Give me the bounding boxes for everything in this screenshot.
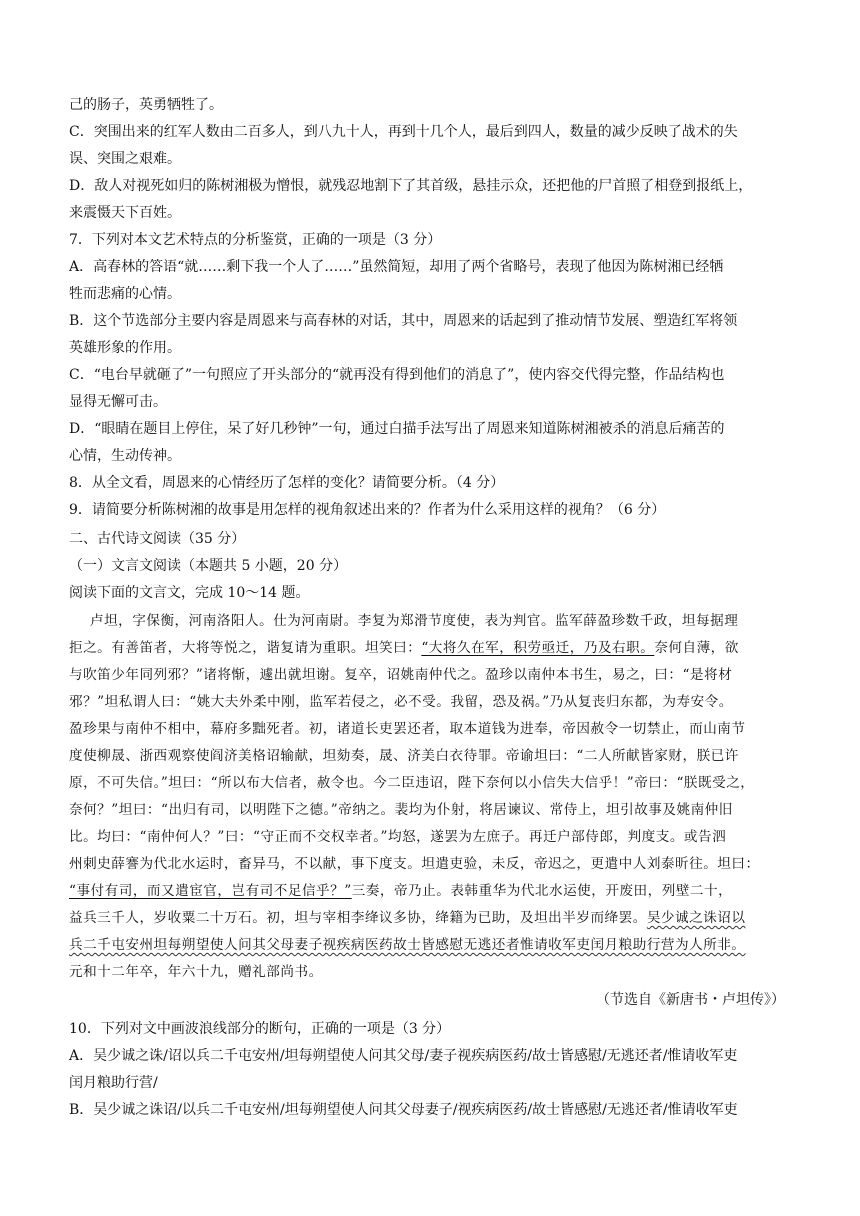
classical-text-line: 盈珍果与南仲不相中，幕府多黜死者。初，诸道长吏罢还者，取本道钱为进奉，帝因赦令一切禁止，而山南节 — [69, 721, 746, 737]
classical-text-line: 元和十二年卒，年六十九，赠礼部尚书。 — [69, 964, 323, 980]
classical-text-line: 比。均曰：“南仲何人？”曰：“守正而不交权幸者。”均怒，遂罢为左庶子。再迁户部侍郎，判度支。或告泗 — [69, 829, 727, 845]
classical-text-line — [69, 881, 793, 901]
classical-text-line: 邪？”坦私谓人曰：“姚大夫外柔中刚，监军若侵之，必不受。我留，恐及祸。”乃从复丧归东都，为寿安令。 — [69, 694, 733, 710]
text-line: 己的肠子，英勇牺牲了。 — [69, 97, 223, 113]
question-7: 7．下列对本文艺术特点的分析鉴赏，正确的一项是（3 分） — [69, 232, 442, 248]
text-line: 误、突围之艰难。 — [69, 151, 181, 167]
subsection-heading: （一）文言文阅读（本题共 5 小题，20 分） — [69, 558, 348, 574]
text-line: 心情，生动传神。 — [69, 448, 181, 464]
text-segment: 益兵三千人，岁收粟二十万石。初，坦与宰相李绛议多协，绛籍为已助，及坦出半岁而绛罢。 — [69, 910, 647, 926]
option-b: B．吴少诚之诛诏/以兵二千屯安州/坦每朔望使人问其父母妻子/视疾病医药/故士皆感慰/无逃还者/惟请收军吏 — [69, 1102, 738, 1118]
question-10: 10．下列对文中画波浪线部分的断句，正确的一项是（3 分） — [69, 1021, 451, 1037]
classical-text-line — [69, 908, 793, 928]
text-segment: 奈何自薄，欲 — [654, 640, 739, 656]
option-d: D．“眼睛在题目上停住，呆了好几秒钟”一句，通过白描手法写出了周恩来知道陈树湘被杀的消息后痛苦的 — [69, 421, 725, 437]
classical-text-line: 奈何？”坦曰：“出归有司，以明陛下之德。”帝纳之。裴均为仆射，将居谏议、常侍上，坦引故事及姚南仲旧 — [69, 802, 733, 818]
text-line: 来震慑天下百姓。 — [69, 205, 181, 221]
source-citation: （节选自《新唐书・卢坦传》） — [596, 992, 785, 1008]
instruction: 阅读下面的文言文，完成 10～14 题。 — [69, 585, 310, 601]
classical-text-line — [69, 935, 793, 955]
option-a: A．高春林的答语“就……剩下我一个人了……”虽然简短，却用了两个省略号，表现了他因为陈树湘已经牺 — [69, 259, 724, 275]
underlined-sentence: “大将久在军，积劳亟迁，乃及右职。 — [421, 640, 655, 656]
text-line: 牲而悲痛的心情。 — [69, 286, 181, 302]
question-8: 8．从全文看，周恩来的心情经历了怎样的变化？请简要分析。（4 分） — [69, 475, 505, 491]
question-9: 9．请简要分析陈树湘的故事是用怎样的视角叙述出来的？作者为什么采用这样的视角？（6 分） — [69, 502, 666, 518]
text-segment: 三奏，帝乃止。表韩重华为代北水运使，开废田，列壁二十， — [351, 883, 733, 899]
classical-text-line: 州刺史薛謇为代北水运时，畜异马，不以献，事下度支。坦遣吏验，未反，帝迟之，更遣中人刘泰昕往。坦曰： — [69, 856, 760, 872]
option-c: C．突围出来的红军人数由二百多人，到八九十人，再到十几个人，最后到四人，数量的减少反映了战术的失 — [69, 124, 738, 140]
text-line: 英雄形象的作用。 — [69, 340, 181, 356]
classical-text-line: 卢坦，字保衡，河南洛阳人。仕为河南尉。李复为郑滑节度使，表为判官。监军薛盈珍数千政，坦每据理 — [90, 613, 739, 629]
wavy-underlined-text: 兵二千屯安州坦每朔望使人问其父母妻子视疾病医药故士皆感慰无逃还者惟请收军吏闰月粮助行营为人所非。 — [69, 937, 746, 953]
option-a: A．吴少诚之诛/诏以兵二千屯安州/坦每朔望使人问其父母/妻子视疾病医药/故士皆感慰/无逃还者/惟请收军吏 — [69, 1048, 738, 1064]
classical-text-line: 度使柳晟、浙西观察使阎济美格诏输献，坦劾奏，晟、济美白衣待罪。帝谕坦曰：“二人所献皆家财，朕已许 — [69, 748, 739, 764]
classical-text-line — [69, 638, 793, 658]
text-line: 闰月粮助行营/ — [69, 1075, 158, 1091]
underlined-sentence: “事付有司，而又遣宦官，岂有司不足信乎？” — [69, 883, 352, 899]
text-segment: 拒之。有善笛者，大将等悦之，谐复请为重职。坦笑曰： — [69, 640, 422, 656]
classical-text-line: 原，不可失信。”坦曰：“所以布大信者，赦令也。今二臣违诏，陛下奈何以小信失大信乎！”帝曰：“朕既受之， — [69, 775, 755, 791]
section-heading: 二、古代诗文阅读（35 分） — [69, 531, 246, 547]
wavy-underlined-text: 吴少诚之诛诏以 — [646, 910, 746, 926]
option-c: C．“电台早就砸了”一句照应了开头部分的“就再没有得到他们的消息了”，使内容交代得完整，作品结构也 — [69, 367, 725, 383]
option-d: D．敌人对视死如归的陈树湘极为憎恨，就残忍地割下了其首级，悬挂示众，还把他的尸首照了相登到报纸上， — [69, 178, 753, 194]
classical-text-line: 与吹笛少年同列邪？”诸将惭，遽出就坦谢。复卒，诏姚南仲代之。盈珍以南仲本书生，易之，曰：“是将材 — [69, 667, 733, 683]
option-b: B．这个节选部分主要内容是周恩来与高春林的对话，其中，周恩来的话起到了推动情节发展、塑造红军将领 — [69, 313, 738, 329]
text-line: 显得无懈可击。 — [69, 394, 167, 410]
